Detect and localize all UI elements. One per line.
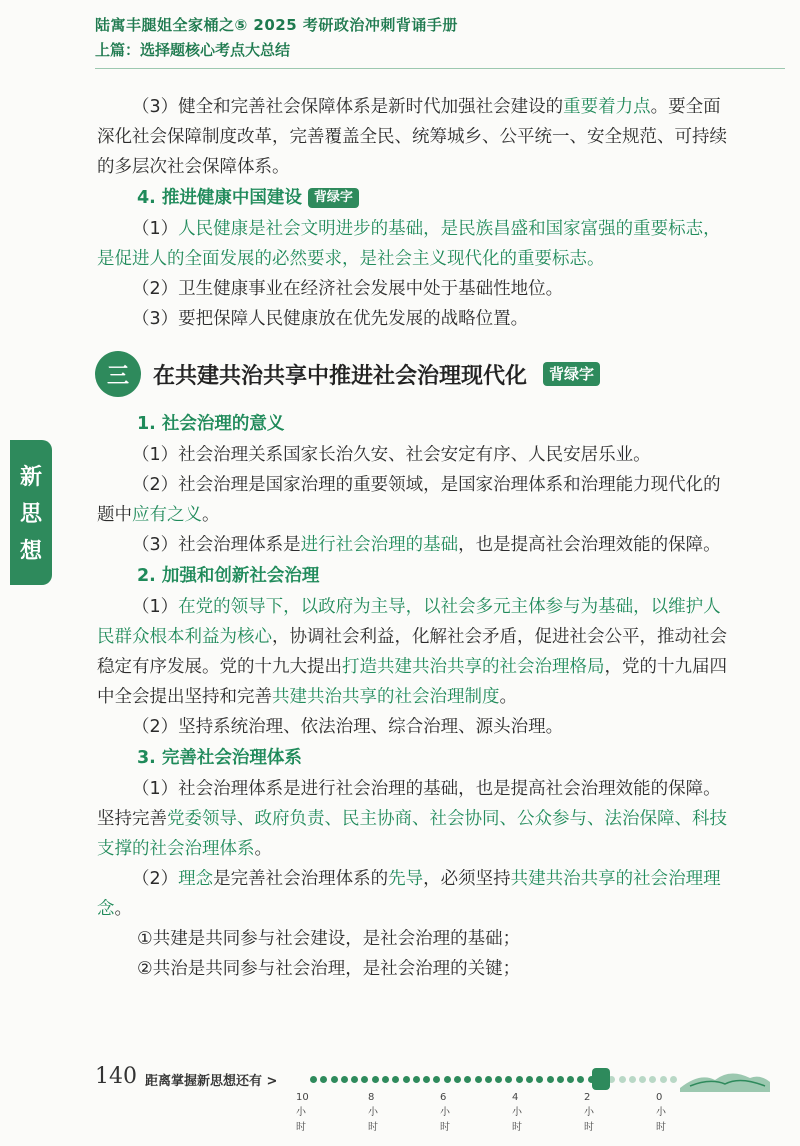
- paragraph-health-2: （2）卫生健康事业在经济社会发展中处于基础性地位。: [132, 279, 564, 299]
- highlight-text: 在党的领导下，以政府为主导，以社会多元主体参与为基础，以维护人民群众根本利益为核心: [97, 597, 721, 647]
- progress-dot: [341, 1076, 348, 1083]
- text-segment: （1）: [132, 597, 179, 617]
- green-text-badge: 背绿字: [543, 362, 600, 386]
- progress-dot: [516, 1076, 523, 1083]
- progress-dot: [639, 1076, 646, 1083]
- text-segment: （3）健全和完善社会保障体系是新时代加强社会建设的: [132, 97, 564, 117]
- text-segment: （2）: [132, 869, 179, 889]
- progress-dot: [495, 1076, 502, 1083]
- progress-dot: [619, 1076, 626, 1083]
- paragraph-innovation-2: （2）坚持系统治理、依法治理、综合治理、源头治理。: [132, 717, 564, 737]
- progress-dot: [629, 1076, 636, 1083]
- text-segment: （1）: [132, 219, 179, 239]
- progress-dot: [351, 1076, 358, 1083]
- highlight-text: 共建共治共享的社会治理理念: [97, 869, 721, 919]
- progress-dot: [547, 1076, 554, 1083]
- header-book-title: 陆寓丰腿姐全家桶之⑤ 2025 考研政治冲刺背诵手册: [95, 16, 458, 34]
- text-segment: （2）社会治理是国家治理的重要领域，是国家治理体系和治理能力现代化的题中: [97, 475, 721, 525]
- progress-dot: [505, 1076, 512, 1083]
- progress-dot: [320, 1076, 327, 1083]
- progress-dot: [485, 1076, 492, 1083]
- side-tab-char-2: 思: [19, 502, 42, 527]
- side-tab-char-3: 想: [19, 539, 42, 564]
- progress-dot: [567, 1076, 574, 1083]
- green-text-badge: 背绿字: [308, 188, 359, 208]
- subheading-meaning: 1. 社会治理的意义: [137, 414, 285, 434]
- subheading-system: 3. 完善社会治理体系: [137, 748, 302, 768]
- mountain-icon: [680, 1062, 770, 1092]
- progress-dot: [423, 1076, 430, 1083]
- progress-dot: [382, 1076, 389, 1083]
- list-item-co-govern: ②共治是共同参与社会治理，是社会治理的关键；: [137, 959, 521, 979]
- progress-tick-label: 6小时: [440, 1092, 450, 1133]
- subheading-health-china: [97, 182, 737, 214]
- progress-dot: [310, 1076, 317, 1083]
- progress-dot: [577, 1076, 584, 1083]
- page-footer: [95, 1062, 785, 1133]
- section-heading: [95, 348, 737, 400]
- progress-tick-label: 2小时: [584, 1092, 594, 1133]
- highlight-text: 党委领导、政府负责、民主协商、社会协同、公众参与、法治保障、科技支撑的社会治理体系: [97, 809, 727, 859]
- progress-tick-label: 8小时: [368, 1092, 378, 1133]
- header-section-title: 上篇：选择题核心考点大总结: [95, 41, 291, 59]
- text-segment: 。: [202, 505, 220, 525]
- progress-dot: [331, 1076, 338, 1083]
- highlight-text: 重要着力点: [563, 97, 651, 117]
- paragraph-health-1: [97, 214, 737, 274]
- highlight-text: 先导: [388, 869, 424, 889]
- side-tab-char-1: 新: [19, 465, 42, 490]
- highlight-text: 共建共治共享的社会治理制度: [272, 687, 500, 707]
- text-segment: 。: [254, 839, 272, 859]
- text-segment: （1）社会治理体系是进行社会治理的基础，也是提高社会治理效能的保障。坚持完善: [97, 779, 721, 829]
- text-segment: 。要全面深化社会保障制度改革，完善覆盖全民、统筹城乡、公平统一、安全规范、可持续的多层次社会保障体系。: [97, 97, 727, 177]
- progress-dot: [372, 1076, 379, 1083]
- section-number-badge: 三: [95, 351, 141, 397]
- text-segment: ，协调社会利益，化解社会矛盾，促进社会公平，推动社会稳定有序发展。党的十九大提出: [97, 627, 727, 677]
- highlight-text: 理念: [178, 869, 214, 889]
- text-segment: ，党的十九届四中全会提出坚持和完善: [97, 657, 727, 707]
- text-segment: ，必须坚持: [423, 869, 511, 889]
- text-segment: 。: [499, 687, 517, 707]
- progress-dot: [670, 1076, 677, 1083]
- main-content: [97, 92, 737, 984]
- text-segment: ，也是提高社会治理效能的保障。: [458, 535, 721, 555]
- text-segment: 是完善社会治理体系的: [213, 869, 389, 889]
- list-item-co-build: ①共建是共同参与社会建设，是社会治理的基础；: [137, 929, 521, 949]
- highlight-text: 应有之义: [132, 505, 202, 525]
- side-chapter-tab: [10, 440, 52, 585]
- progress-dot: [392, 1076, 399, 1083]
- subheading-text: 4. 推进健康中国建设: [137, 188, 302, 208]
- paragraph-system-2: [97, 864, 737, 924]
- progress-dot: [403, 1076, 410, 1083]
- header-divider: [95, 68, 785, 69]
- progress-dot: [557, 1076, 564, 1083]
- progress-dot: [536, 1076, 543, 1083]
- subheading-innovation: 2. 加强和创新社会治理: [137, 566, 320, 586]
- progress-dot: [444, 1076, 451, 1083]
- page-number: 140: [95, 1064, 137, 1089]
- section-title: 在共建共治共享中推进社会治理现代化: [153, 363, 528, 389]
- paragraph-system-1: [97, 774, 737, 864]
- progress-dot: [660, 1076, 667, 1083]
- progress-tick-label: 4小时: [512, 1092, 522, 1133]
- progress-dot: [361, 1076, 368, 1083]
- progress-dot: [475, 1076, 482, 1083]
- progress-tick-label: 10小时: [296, 1092, 309, 1133]
- page-header: [95, 14, 785, 74]
- highlight-text: 人民健康是社会文明进步的基础，是民族昌盛和国家富强的重要标志，是促进人的全面发展的必然要求，是社会主义现代化的重要标志。: [97, 219, 721, 269]
- progress-dot: [464, 1076, 471, 1083]
- progress-dot: [454, 1076, 461, 1083]
- paragraph-meaning-3: [97, 530, 737, 560]
- progress-marker-icon: [592, 1068, 610, 1090]
- paragraph-social-security: [97, 92, 737, 182]
- progress-dot: [433, 1076, 440, 1083]
- paragraph-meaning-1: （1）社会治理关系国家长治久安、社会安定有序、人民安居乐业。: [132, 445, 651, 465]
- progress-dot: [526, 1076, 533, 1083]
- progress-dot: [413, 1076, 420, 1083]
- highlight-text: 进行社会治理的基础: [300, 535, 459, 555]
- progress-tick-label: 0小时: [656, 1092, 666, 1133]
- highlight-text: 打造共建共治共享的社会治理格局: [342, 657, 605, 677]
- text-segment: 。: [114, 899, 132, 919]
- footer-progress-label: 距离掌握新思想还有 >: [145, 1074, 278, 1089]
- paragraph-meaning-2: [97, 470, 737, 530]
- paragraph-health-3: （3）要把保障人民健康放在优先发展的战略位置。: [132, 309, 529, 329]
- paragraph-innovation-1: [97, 592, 737, 712]
- text-segment: （3）社会治理体系是: [132, 535, 301, 555]
- progress-dot: [649, 1076, 656, 1083]
